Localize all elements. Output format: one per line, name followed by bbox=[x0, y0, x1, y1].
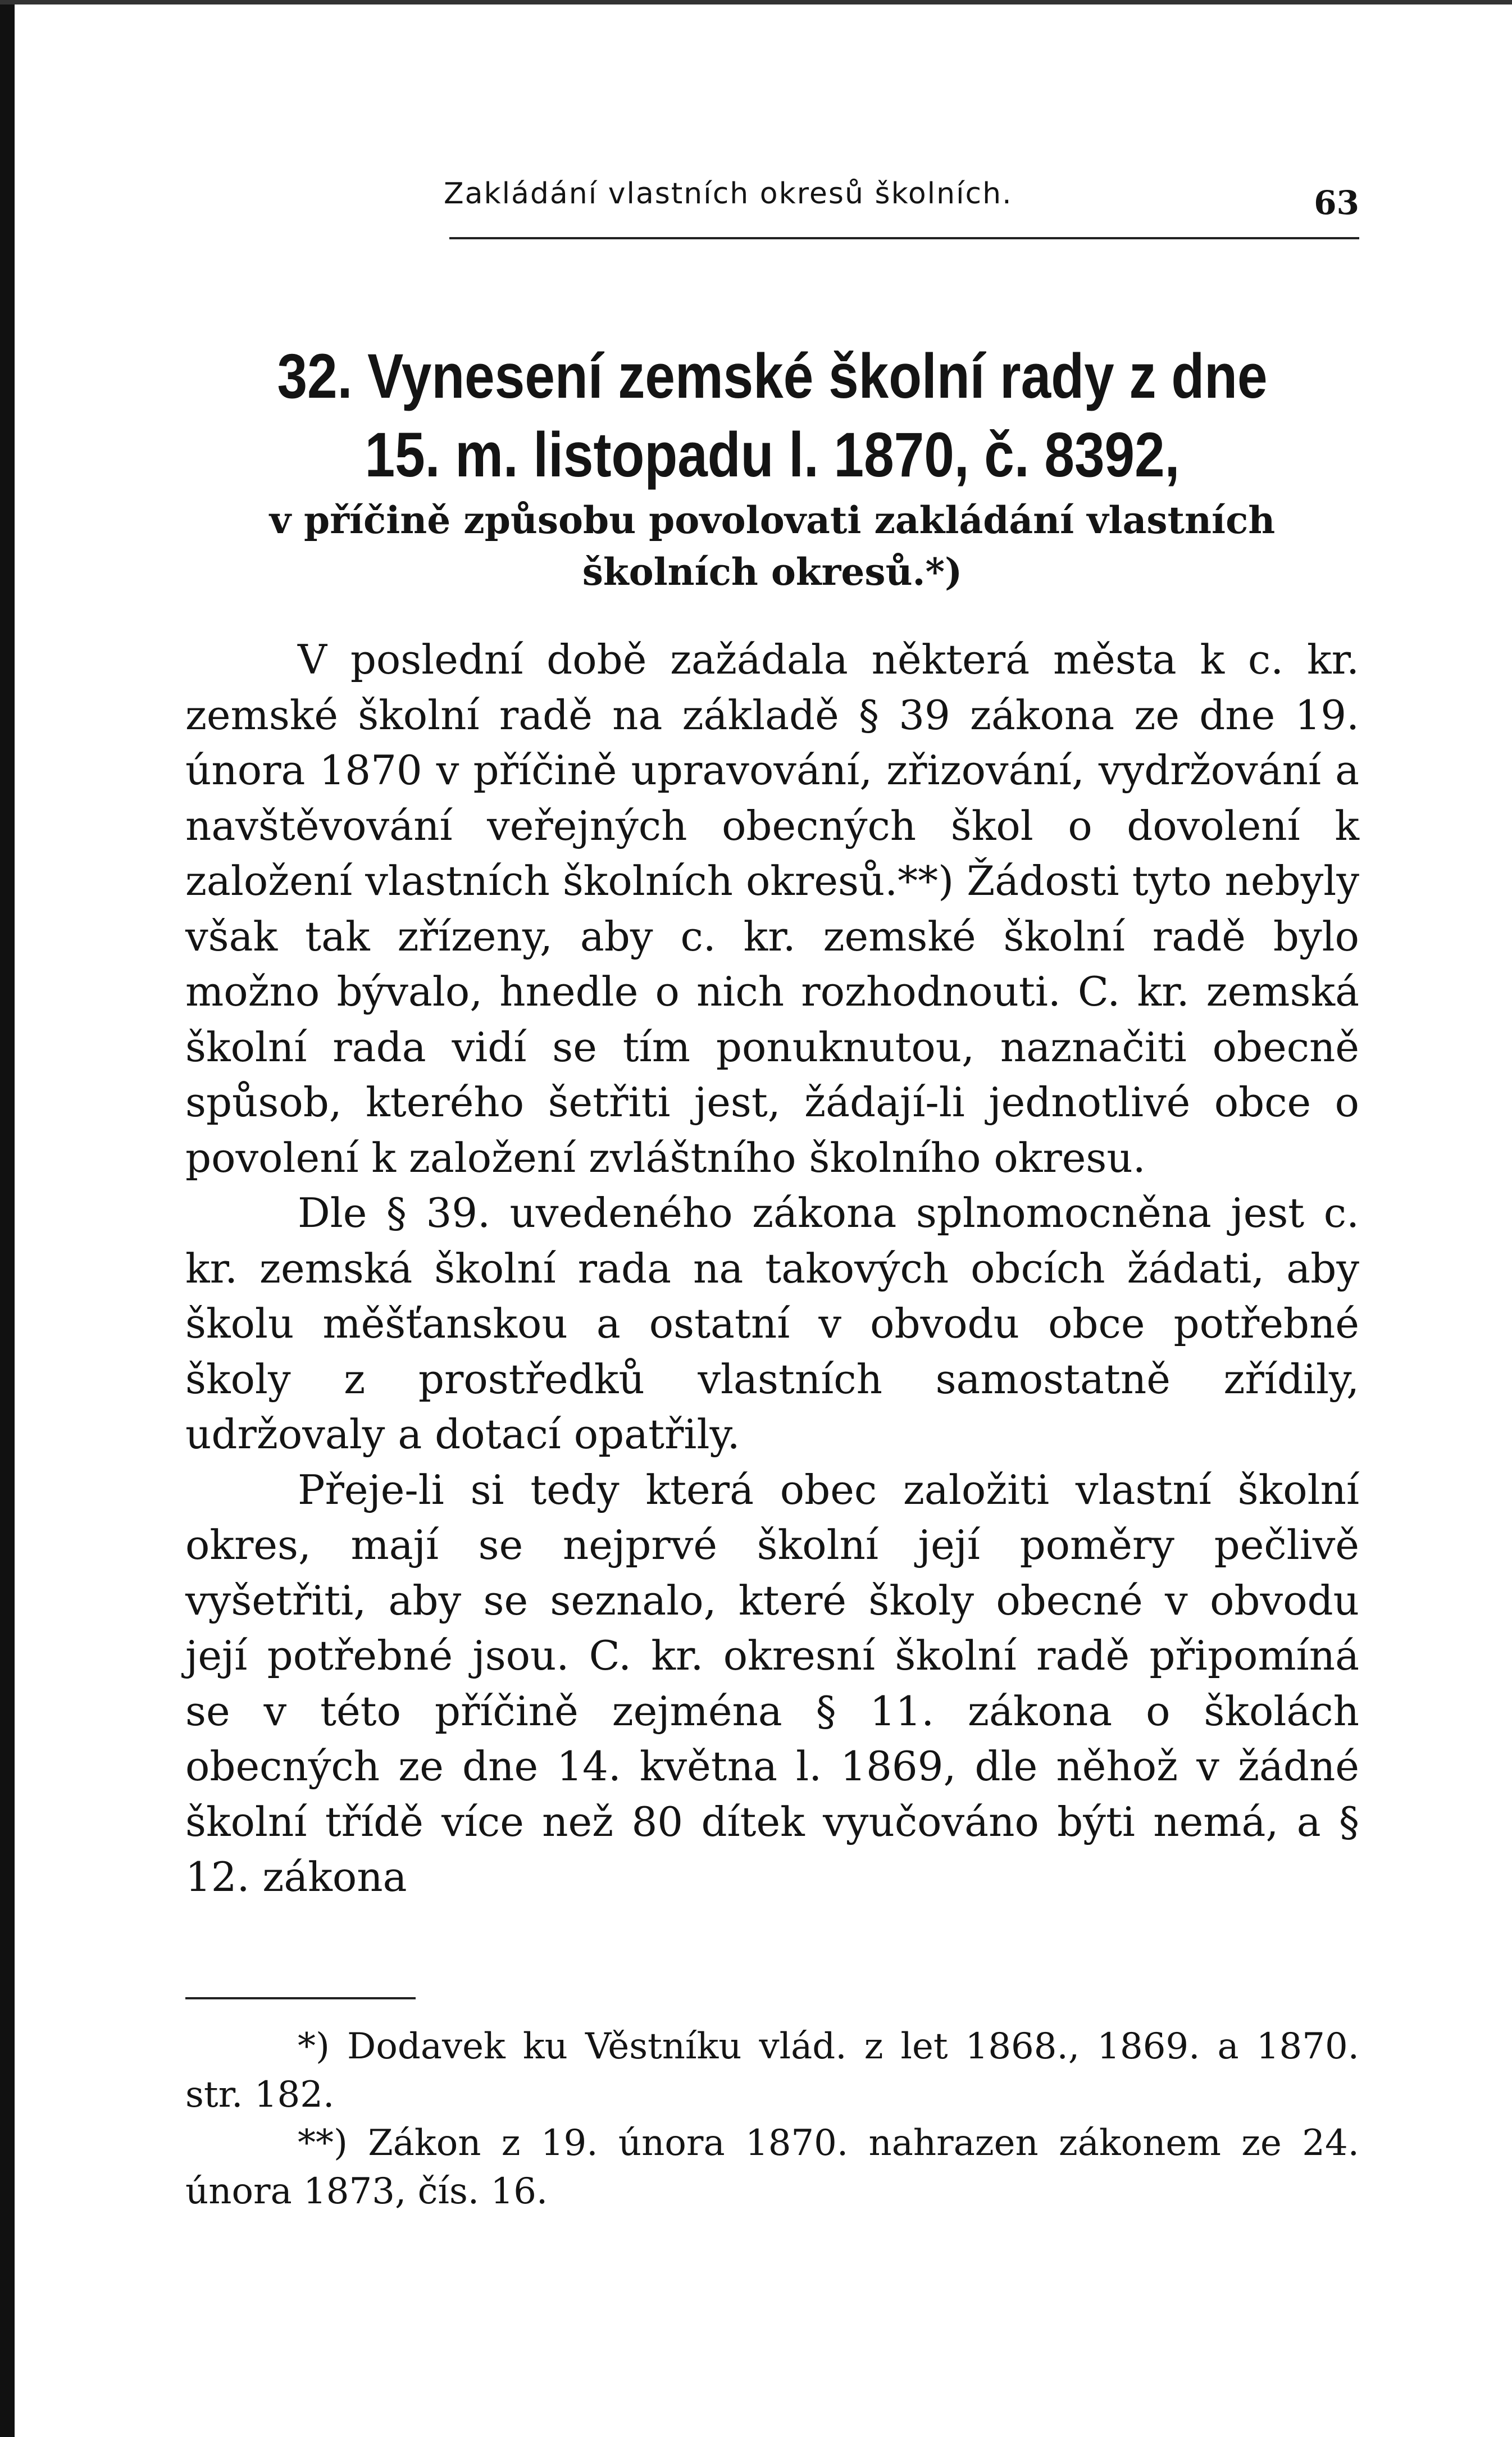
footnotes bbox=[185, 2022, 1359, 2216]
header-rule bbox=[449, 237, 1359, 239]
section-title-line-2: 15. m. listopadu l. 1870, č. 8392, bbox=[365, 420, 1180, 490]
paragraph-1: V poslední době zažádala některá města k c. kr. zemské školní radě na základě § 39 zákona ze dne 19. února 1870 v příčině upravování, zřizování, vydržování a navštěvování veřejných obecných škol o dovolení k založení vlastních školních okresů.**) Žádosti tyto nebyly však tak zřízeny, aby c. kr. zemské školní radě bylo možno bývalo, hnedle o nich rozhodnouti. C. kr. zemská školní rada vidí se tím ponuknutou, naznačiti obecně spůsob, kterého šetřiti jest, žádají-li jednotlivé obce o povolení k založení zvláštního školního okresu. bbox=[185, 636, 1359, 1181]
scan-top-edge bbox=[0, 0, 1512, 4]
footnote-2: **) Zákon z 19. února 1870. nahrazen zákonem ze 24. února 1873, čís. 16. bbox=[185, 2122, 1359, 2212]
paragraph-2: Dle § 39. uvedeného zákona splnomocněna jest c. kr. zemská školní rada na takových obcích žádati, aby školu měšťanskou a ostatní v obvodu obce potřebné školy z prostředků vlastních samostatně zřídily, udržovaly a dotací opatřily. bbox=[185, 1189, 1359, 1458]
paragraph-3: Přeje-li si tedy která obec založiti vlastní školní okres, mají se nejprvé školní její poměry pečlivě vyšetřiti, aby se seznalo, které školy obecné v obvodu její potřebné jsou. C. kr. okresní školní radě připomíná se v této příčině zejména § 11. zákona o školách obecných ze dne 14. května l. 1869, dle něhož v žádné školní třídě více než 80 dítek vyučováno býti nemá, a § 12. zákona bbox=[185, 1466, 1359, 1901]
section-title bbox=[267, 337, 1277, 494]
section-subtitle: v příčině způsobu povolovati zakládání vlastních školních okresů.*) bbox=[269, 498, 1276, 594]
running-head bbox=[185, 177, 1359, 228]
body-text bbox=[185, 632, 1359, 1905]
scan-binding-edge bbox=[0, 0, 15, 2437]
page-number: 63 bbox=[1314, 184, 1359, 222]
running-title: Zakládání vlastních okresů školních. bbox=[444, 177, 1013, 211]
footnote-1: *) Dodavek ku Věstníku vlád. z let 1868., 1869. a 1870. str. 182. bbox=[185, 2026, 1359, 2116]
footnote-rule bbox=[185, 1997, 416, 1999]
section-title-line-1: 32. Vynesení zemské školní rady z dne bbox=[277, 341, 1268, 411]
